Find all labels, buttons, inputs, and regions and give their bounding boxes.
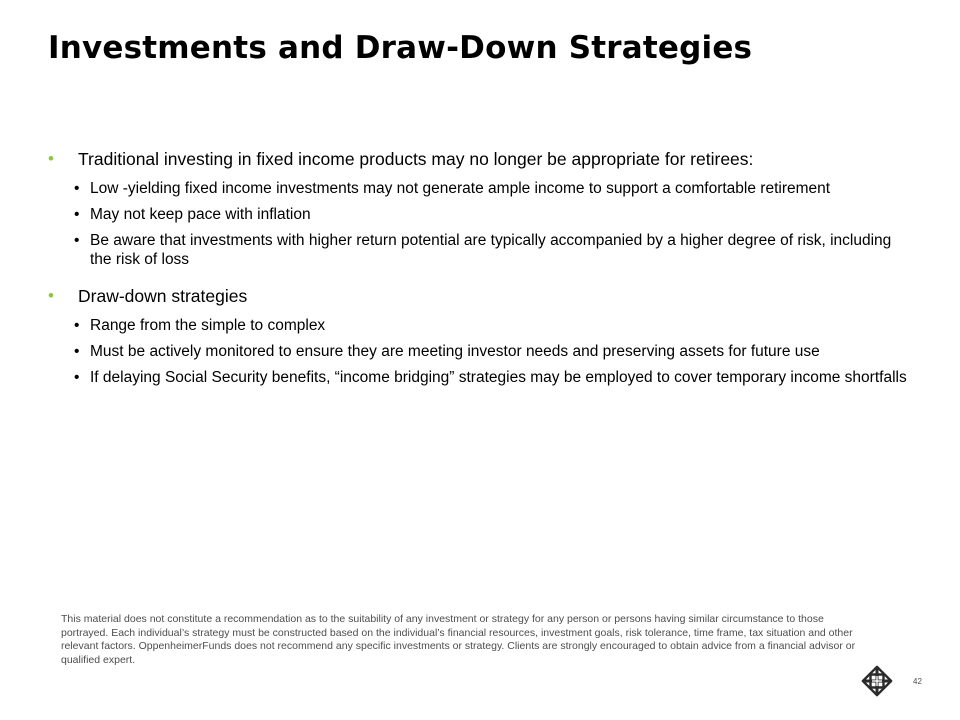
sub-bullet-marker: • [74,343,80,360]
sub-bullet-marker: • [74,369,80,386]
sub-bullet-text: Range from the simple to complex [90,317,326,334]
sub-bullet-risk [48,231,908,269]
bullet-marker: • [48,286,54,305]
bullet-draw-down [48,285,908,307]
sub-bullet-marker: • [74,180,80,197]
sub-bullet-income-bridging [48,368,908,387]
sub-bullet-text: Must be actively monitored to ensure they are meeting investor needs and preserving assets for future use [90,343,820,360]
bullet-fixed-income [48,148,908,170]
bullet-text: Traditional investing in fixed income products may no longer be appropriate for retirees: [78,149,754,169]
sub-bullet-marker: • [74,232,80,249]
sub-bullet-text: Be aware that investments with higher return potential are typically accompanied by a higher degree of risk, including the risk of loss [90,232,892,268]
slide-content [48,148,908,387]
sub-bullet-low-yielding [48,179,908,198]
sub-bullet-inflation [48,205,908,224]
disclaimer-text: This material does not constitute a recommendation as to the suitability of any investment or strategy for any person or persons having similar circumstance to those portrayed. Each individual’s strategy must be constructed based on the individual’s financial resources, investment goals, risk tolerance, time frame, tax situation and other relevant factors. OppenheimerFunds does not recommend any specific investments or strategy. Clients are strongly encouraged to obtain advice from a financial advisor or qualified expert. [61,613,856,666]
sub-bullet-text: May not keep pace with inflation [90,206,311,223]
sub-bullet-text: Low -yielding fixed income investments may not generate ample income to support a comfortable retirement [90,180,831,197]
bullet-text: Draw-down strategies [78,286,248,306]
sub-bullet-range [48,316,908,335]
oppenheimerfunds-logo-icon [860,664,894,698]
slide-title: Investments and Draw-Down Strategies [48,30,753,66]
sub-bullet-marker: • [74,317,80,334]
sub-bullet-text: If delaying Social Security benefits, “income bridging” strategies may be employed to cover temporary income shortfalls [90,369,907,386]
bullet-marker: • [48,149,54,168]
sub-bullet-monitored [48,342,908,361]
sub-bullet-marker: • [74,206,80,223]
page-number: 42 [913,677,922,686]
